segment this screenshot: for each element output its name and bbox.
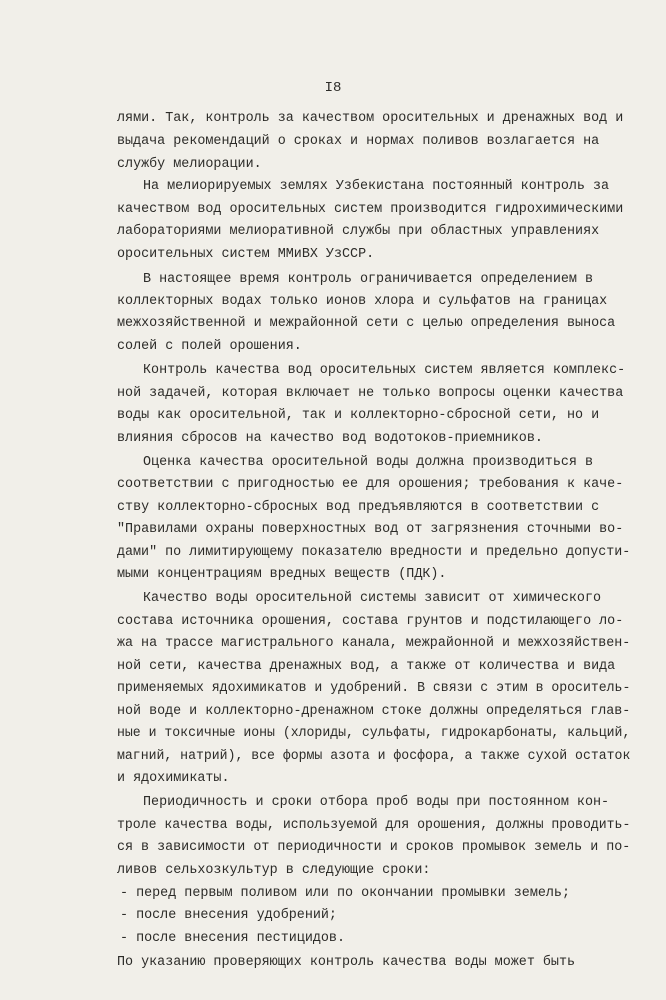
text-line: "Правилами охраны поверхностных вод от загрязнения сточными во- (117, 522, 624, 537)
text-line: По указанию проверяющих контроль качества воды может быть (117, 955, 576, 970)
text-line: мыми концентрациям вредных веществ (ПДК). (117, 567, 447, 582)
text-line: воды как оросительной, так и коллекторно-сбросной сети, но и (117, 408, 600, 423)
list-item: - после внесения пестицидов. (120, 931, 345, 946)
text-line: На мелиорируемых землях Узбекистана постоянный контроль за (143, 179, 610, 194)
text-line: жа на трассе магистрального канала, межрайонной и межхозяйствен- (117, 636, 631, 651)
text-line: ные и токсичные ионы (хлориды, сульфаты, гидрокарбонаты, кальций, (117, 726, 631, 741)
text-line: влияния сбросов на качество вод водотоков-приемников. (117, 431, 543, 446)
text-line: солей с полей орошения. (117, 339, 302, 354)
text-line: лями. Так, контроль за качеством оросительных и дренажных вод и (117, 111, 624, 126)
text-line: службу мелиорации. (117, 157, 262, 172)
text-line: выдача рекомендаций о сроках и нормах поливов возлагается на (117, 134, 600, 149)
list-item: - перед первым поливом или по окончании промывки земель; (120, 886, 570, 901)
text-line: применяемых ядохимикатов и удобрений. В связи с этим в ороситель- (117, 681, 631, 696)
text-line: троле качества воды, используемой для орошения, должны проводить- (117, 818, 631, 833)
page-number: I8 (324, 80, 342, 96)
text-line: магний, натрий), все формы азота и фосфора, а также сухой остаток (117, 749, 631, 764)
text-line: ной воде и коллекторно-дренажном стоке должны определяться глав- (117, 704, 631, 719)
list-item: - после внесения удобрений; (120, 908, 337, 923)
text-line: соответствии с пригодностью ее для орошения; требования к каче- (117, 477, 624, 492)
text-line: ству коллекторно-сбросных вод предъявляются в соответствии с (117, 500, 600, 515)
text-line: межхозяйственной и межрайонной сети с целью определения выноса (117, 316, 616, 331)
text-line: коллекторных водах только ионов хлора и сульфатов на границах (117, 294, 608, 309)
text-line: качеством вод оросительных систем производится гидрохимическими (117, 202, 624, 217)
text-line: ливов сельхозкультур в следующие сроки: (117, 863, 431, 878)
text-line: ной сети, качества дренажных вод, а также от количества и вида (117, 659, 616, 674)
text-line: Контроль качества вод оросительных систем является комплекс- (143, 363, 626, 378)
text-line: дами" по лимитирующему показателю вредности и предельно допусти- (117, 545, 631, 560)
text-line: состава источника орошения, состава грунтов и подстилающего ло- (117, 614, 624, 629)
text-line: ся в зависимости от периодичности и сроков промывок земель и по- (117, 840, 631, 855)
text-line: Периодичность и сроки отбора проб воды при постоянном кон- (143, 795, 610, 810)
text-line: лабораториями мелиоративной службы при областных управлениях (117, 224, 600, 239)
text-line: и ядохимикаты. (117, 771, 230, 786)
text-line: ной задачей, которая включает не только вопросы оценки качества (117, 386, 624, 401)
text-line: В настоящее время контроль ограничивается определением в (143, 272, 593, 287)
text-line: Качество воды оросительной системы зависит от химического (143, 591, 602, 606)
text-line: оросительных систем ММиВХ УзССР. (117, 247, 375, 262)
text-line: Оценка качества оросительной воды должна производиться в (143, 455, 593, 470)
